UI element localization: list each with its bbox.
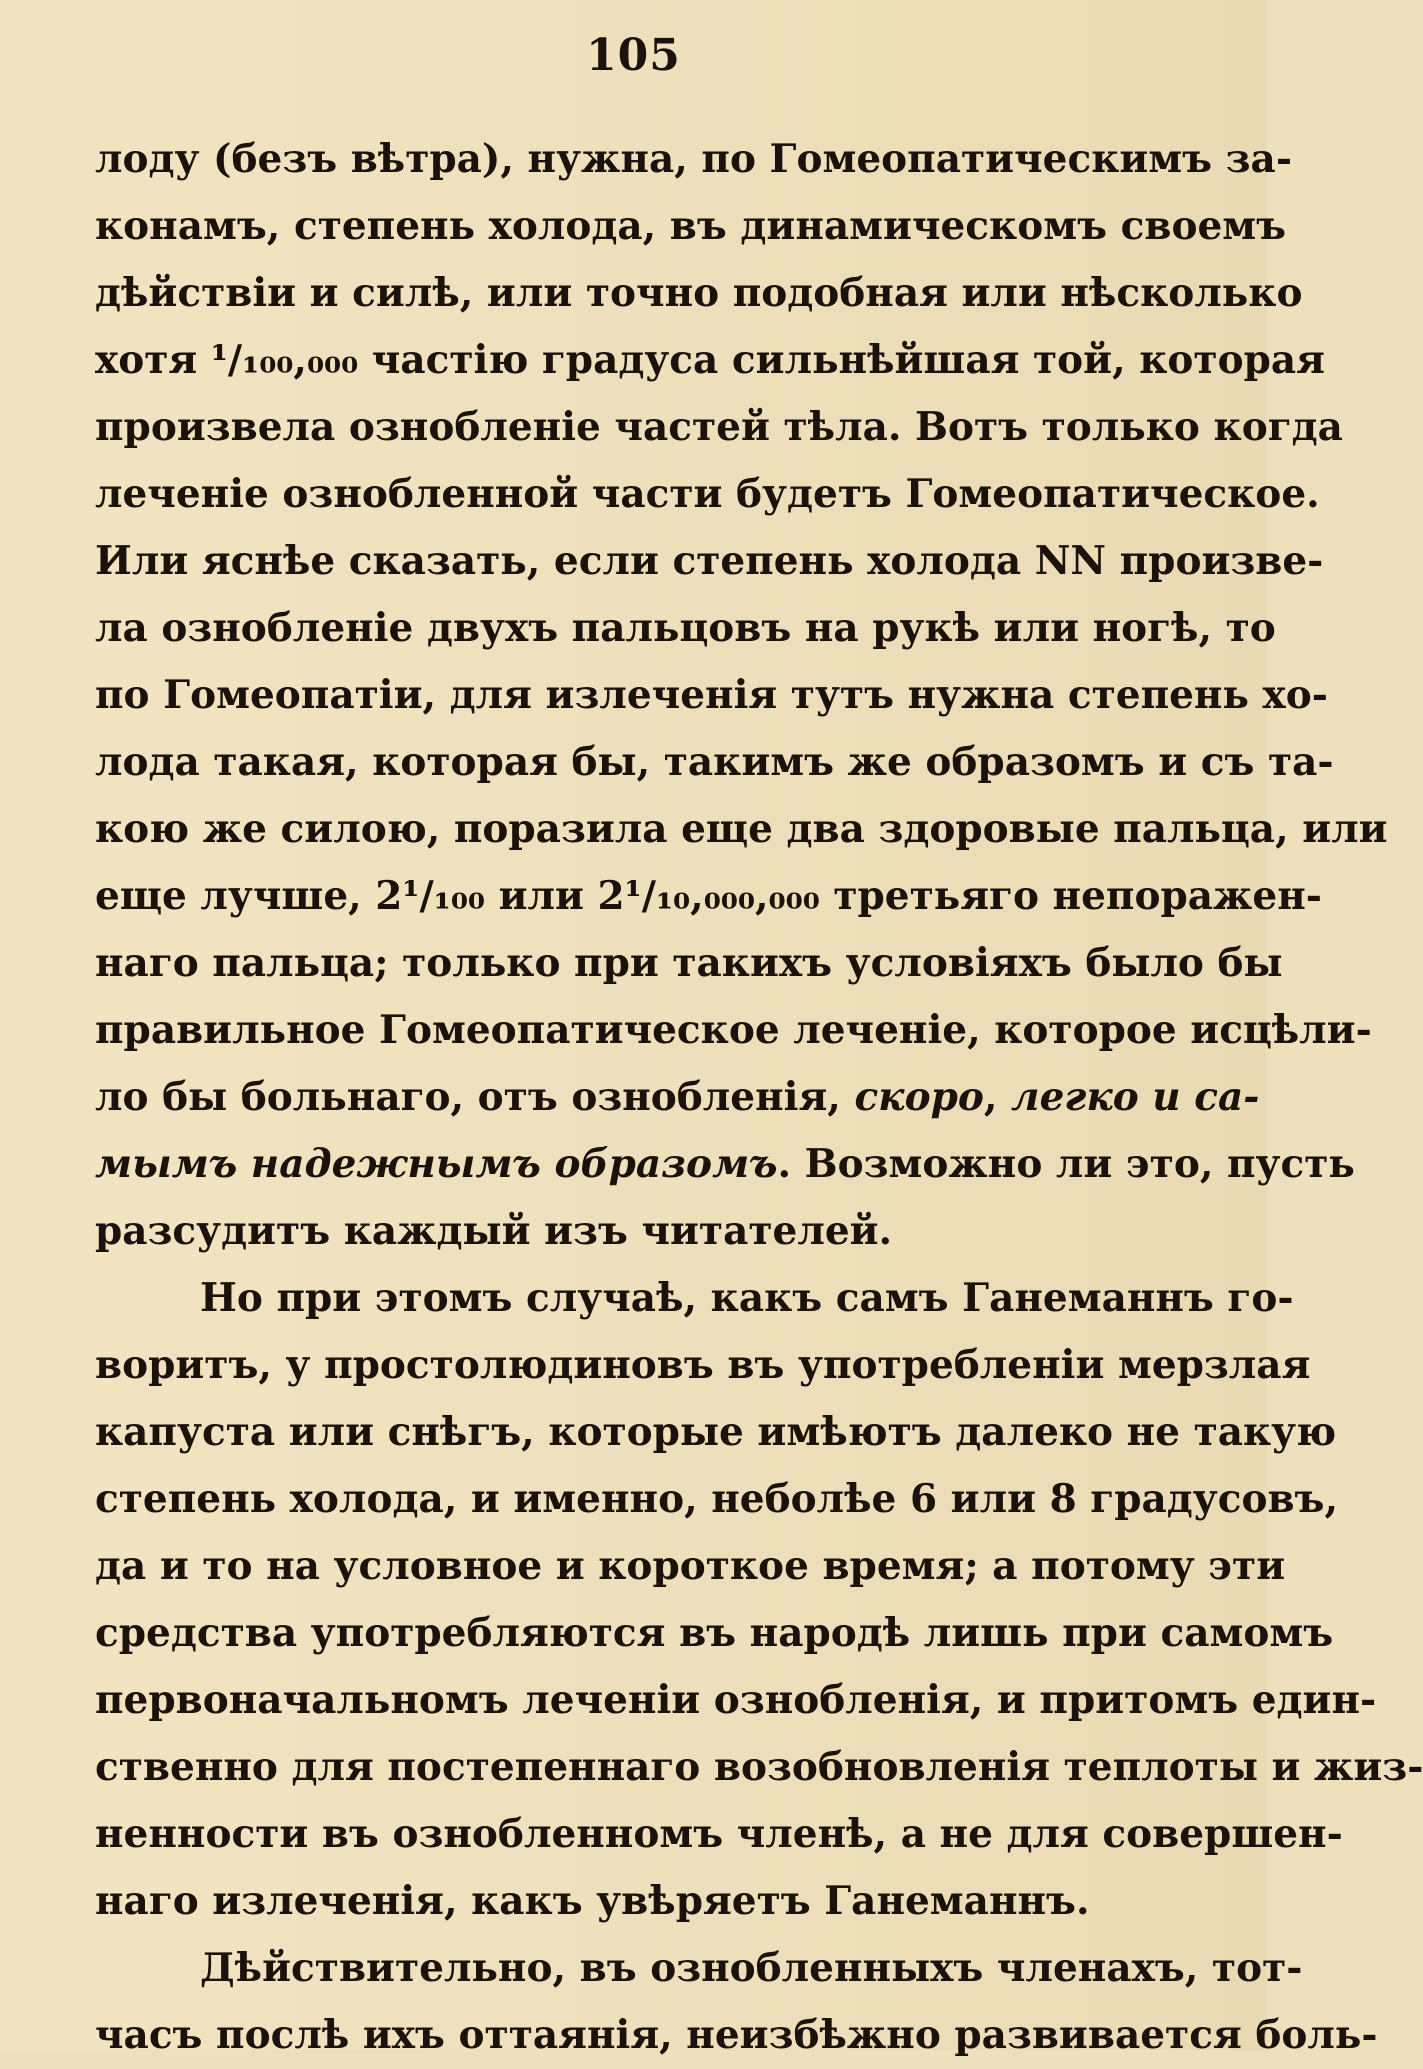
text-line bbox=[95, 1265, 1294, 1332]
text-line bbox=[95, 126, 1293, 193]
paragraph bbox=[95, 126, 1388, 1265]
text-segment: степень холода, и именно, неболѣе 6 или 8 градусовъ, bbox=[95, 1476, 1339, 1522]
text-segment: лода такая, которая бы, такимъ же образомъ и съ та- bbox=[95, 739, 1334, 785]
text-line bbox=[95, 1332, 1311, 1399]
text-line bbox=[95, 997, 1372, 1064]
text-line bbox=[95, 260, 1303, 327]
paragraph bbox=[95, 1265, 1423, 1935]
text-line bbox=[95, 1667, 1377, 1734]
text-line bbox=[95, 1533, 1286, 1600]
text-line bbox=[95, 1935, 1303, 2002]
text-segment: лоду (безъ вѣтра), нужна, по Гомеопатическимъ за- bbox=[95, 136, 1293, 182]
italic-text: скоро bbox=[854, 1074, 984, 1120]
text-line bbox=[95, 193, 1287, 260]
text-line bbox=[95, 394, 1343, 461]
text-segment: разсудитъ каждый изъ читателей. bbox=[95, 1208, 893, 1254]
text-line bbox=[95, 461, 1320, 528]
text-segment: произвела ознобленіе частей тѣла. Вотъ только когда bbox=[95, 404, 1343, 450]
text-line bbox=[95, 1131, 1355, 1198]
text-segment: первоначальномъ леченіи ознобленія, и притомъ един- bbox=[95, 1677, 1377, 1723]
text-segment: кою же силою, поразила еще два здоровые пальца, или bbox=[95, 806, 1388, 852]
text-line bbox=[95, 1801, 1343, 1868]
text-line bbox=[95, 327, 1325, 394]
text-line bbox=[95, 1734, 1423, 1801]
text-segment: Или яснѣе сказать, если степень холода NN произве- bbox=[95, 538, 1324, 584]
text-segment: Но при этомъ случаѣ, какъ самъ Ганеманнъ го- bbox=[200, 1275, 1294, 1321]
text-segment: воритъ, у простолюдиновъ въ употребленіи мерзлая bbox=[95, 1342, 1311, 1388]
italic-text: мымъ надежнымъ образомъ bbox=[95, 1141, 778, 1187]
page-number: 105 bbox=[586, 30, 681, 81]
text-segment: да и то на условное и короткое время; а потому эти bbox=[95, 1543, 1286, 1589]
text-segment: правильное Гомеопатическое леченіе, которое исцѣли- bbox=[95, 1007, 1372, 1053]
text-segment: часъ послѣ ихъ оттаянія, неизбѣжно развивается боль- bbox=[95, 2012, 1378, 2058]
text-segment: . Возможно ли это, пусть bbox=[777, 1141, 1355, 1187]
paragraph bbox=[95, 1935, 1378, 2069]
text-segment: ственно для постепеннаго возобновленія теплоты и жиз- bbox=[95, 1744, 1423, 1790]
text-segment: дѣйствіи и силѣ, или точно подобная или нѣсколько bbox=[95, 270, 1303, 316]
text-segment: по Гомеопатіи, для излеченія тутъ нужна степень хо- bbox=[95, 672, 1328, 718]
text-line bbox=[95, 595, 1276, 662]
text-segment: ла ознобленіе двухъ пальцовъ на рукѣ или ногѣ, то bbox=[95, 605, 1276, 651]
text-line bbox=[95, 796, 1388, 863]
text-line bbox=[95, 863, 1322, 930]
text-line bbox=[95, 1064, 1260, 1131]
text-segment: ненности въ ознобленномъ членѣ, а не для совершен- bbox=[95, 1811, 1343, 1857]
body-text bbox=[95, 126, 1423, 2069]
text-segment: еще лучше, 2¹/₁₀₀ или 2¹/₁₀,₀₀₀,₀₀₀ третьяго непоражен- bbox=[95, 873, 1322, 919]
text-segment: капуста или снѣгъ, которые имѣютъ далеко не такую bbox=[95, 1409, 1337, 1455]
text-segment: конамъ, степень холода, въ динамическомъ своемъ bbox=[95, 203, 1287, 249]
text-segment: хотя ¹/₁₀₀,₀₀₀ частію градуса сильнѣйшая той, которая bbox=[95, 337, 1325, 383]
text-line bbox=[95, 930, 1283, 997]
text-segment: средства употребляются въ народѣ лишь при самомъ bbox=[95, 1610, 1334, 1656]
italic-text: легко и са- bbox=[1011, 1074, 1260, 1120]
text-line bbox=[95, 1868, 1237, 1935]
text-line bbox=[95, 2002, 1378, 2069]
text-line bbox=[95, 1466, 1339, 1533]
text-segment: ло бы больнаго, отъ ознобленія, bbox=[95, 1074, 855, 1120]
text-segment: наго излеченія, какъ увѣряетъ Ганеманнъ. bbox=[95, 1878, 1090, 1924]
text-segment: , bbox=[983, 1074, 1012, 1120]
text-line bbox=[95, 1198, 1237, 1265]
text-line bbox=[95, 1399, 1337, 1466]
text-segment: Дѣйствительно, въ ознобленныхъ членахъ, тот- bbox=[200, 1945, 1303, 1991]
text-segment: леченіе ознобленной части будетъ Гомеопатическое. bbox=[95, 471, 1320, 517]
text-line bbox=[95, 1600, 1334, 1667]
text-line bbox=[95, 662, 1328, 729]
text-line bbox=[95, 729, 1334, 796]
text-line bbox=[95, 528, 1324, 595]
text-segment: наго пальца; только при такихъ условіяхъ было бы bbox=[95, 940, 1283, 986]
